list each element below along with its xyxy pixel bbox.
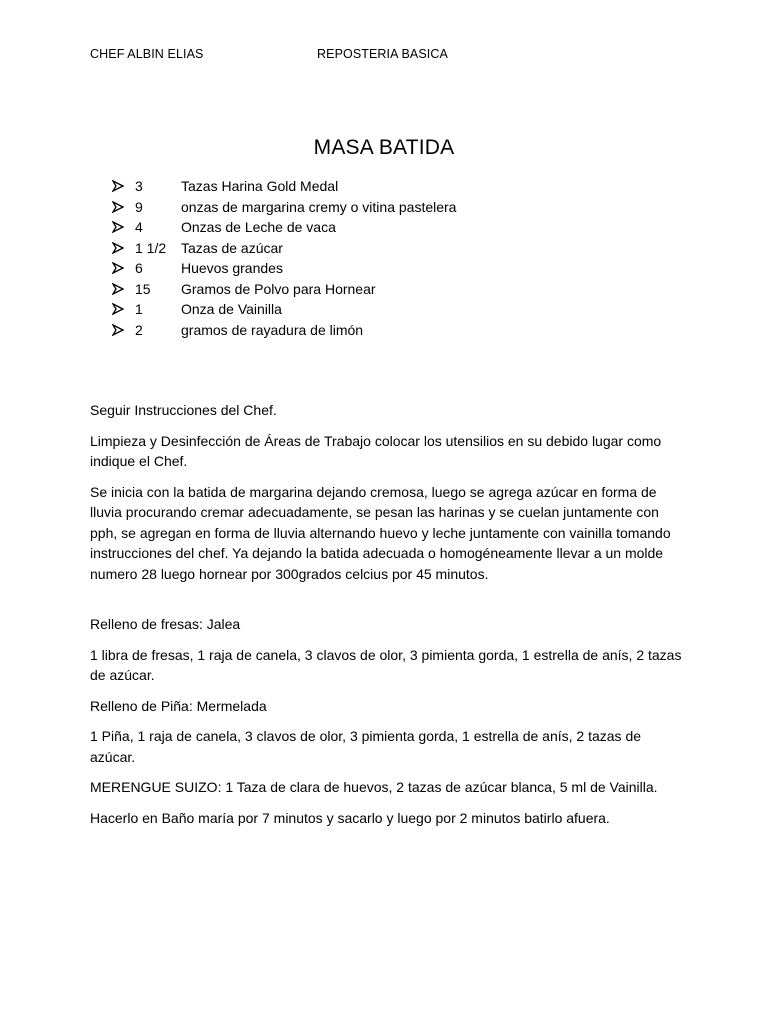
pineapple-filling-heading: Relleno de Piña: Mermelada	[90, 697, 267, 714]
ingredient-quantity: 1 1/2	[135, 239, 167, 256]
ingredient-quantity: 9	[135, 198, 143, 215]
arrow-bullet-icon	[112, 242, 124, 254]
ingredient-description: onzas de margarina cremy o vitina pastelera	[181, 198, 457, 215]
header-author: CHEF ALBIN ELIAS	[90, 47, 204, 61]
instruction-procedure: Se inicia con la batida de margarina dejando cremosa, luego se agrega azúcar en forma de lluvia procurando cremar adecuadamente, se pesan las harinas y se cuelan juntamente con pph, se agregan en forma de lluvia alternando huevo y leche juntamente con vainilla tomando instrucciones del chef. Ya dejando la batida adecuada o homogéneamente llevar a un molde numero 28 luego hornear por 300grados celcius por 45 minutos.	[90, 483, 671, 582]
ingredient-description: Tazas de azúcar	[181, 239, 283, 256]
arrow-bullet-icon	[112, 262, 124, 274]
ingredient-description: Gramos de Polvo para Hornear	[181, 280, 376, 297]
instruction-cleaning: Limpieza y Desinfección de Áreas de Trabajo colocar los utensilios en su debido lugar como indique el Chef.	[90, 432, 662, 469]
ingredient-quantity: 15	[135, 280, 151, 297]
ingredient-description: Huevos grandes	[181, 260, 283, 276]
pineapple-filling-ingredients: 1 Piña, 1 raja de canela, 3 clavos de olor, 3 pimienta gorda, 1 estrella de anís, 2 tazas de azúcar.	[90, 728, 642, 765]
arrow-bullet-icon	[112, 283, 124, 295]
instructions-body	[90, 400, 690, 838]
strawberry-filling-heading: Relleno de fresas: Jalea	[90, 616, 241, 632]
arrow-bullet-icon	[112, 201, 124, 213]
ingredient-quantity: 2	[135, 321, 143, 338]
arrow-bullet-icon	[112, 303, 124, 315]
arrow-bullet-icon	[112, 221, 124, 233]
swiss-meringue-method: Hacerlo en Baño maría por 7 minutos y sacarlo y luego por 2 minutos batirlo afuera.	[90, 809, 610, 826]
ingredient-quantity: 6	[135, 260, 143, 276]
ingredient-quantity: 3	[135, 178, 143, 194]
ingredient-description: gramos de rayadura de limón	[181, 321, 364, 338]
arrow-bullet-icon	[112, 180, 124, 192]
strawberry-filling-ingredients: 1 libra de fresas, 1 raja de canela, 3 clavos de olor, 3 pimienta gorda, 1 estrella de anís, 2 tazas de azúcar.	[90, 646, 682, 683]
ingredient-quantity: 1	[135, 301, 143, 317]
ingredient-description: Onza de Vainilla	[181, 301, 282, 317]
instruction-follow-chef: Seguir Instrucciones del Chef.	[90, 402, 277, 418]
ingredient-description: Tazas Harina Gold Medal	[181, 178, 339, 194]
header-course: REPOSTERIA BASICA	[317, 47, 448, 61]
ingredient-quantity: 4	[135, 219, 143, 235]
arrow-bullet-icon	[112, 324, 124, 336]
page-title: MASA BATIDA	[313, 136, 455, 159]
swiss-meringue-ingredients: MERENGUE SUIZO: 1 Taza de clara de huevos, 2 tazas de azúcar blanca, 5 ml de Vainilla.	[90, 779, 658, 795]
ingredient-description: Onzas de Leche de vaca	[181, 219, 336, 235]
